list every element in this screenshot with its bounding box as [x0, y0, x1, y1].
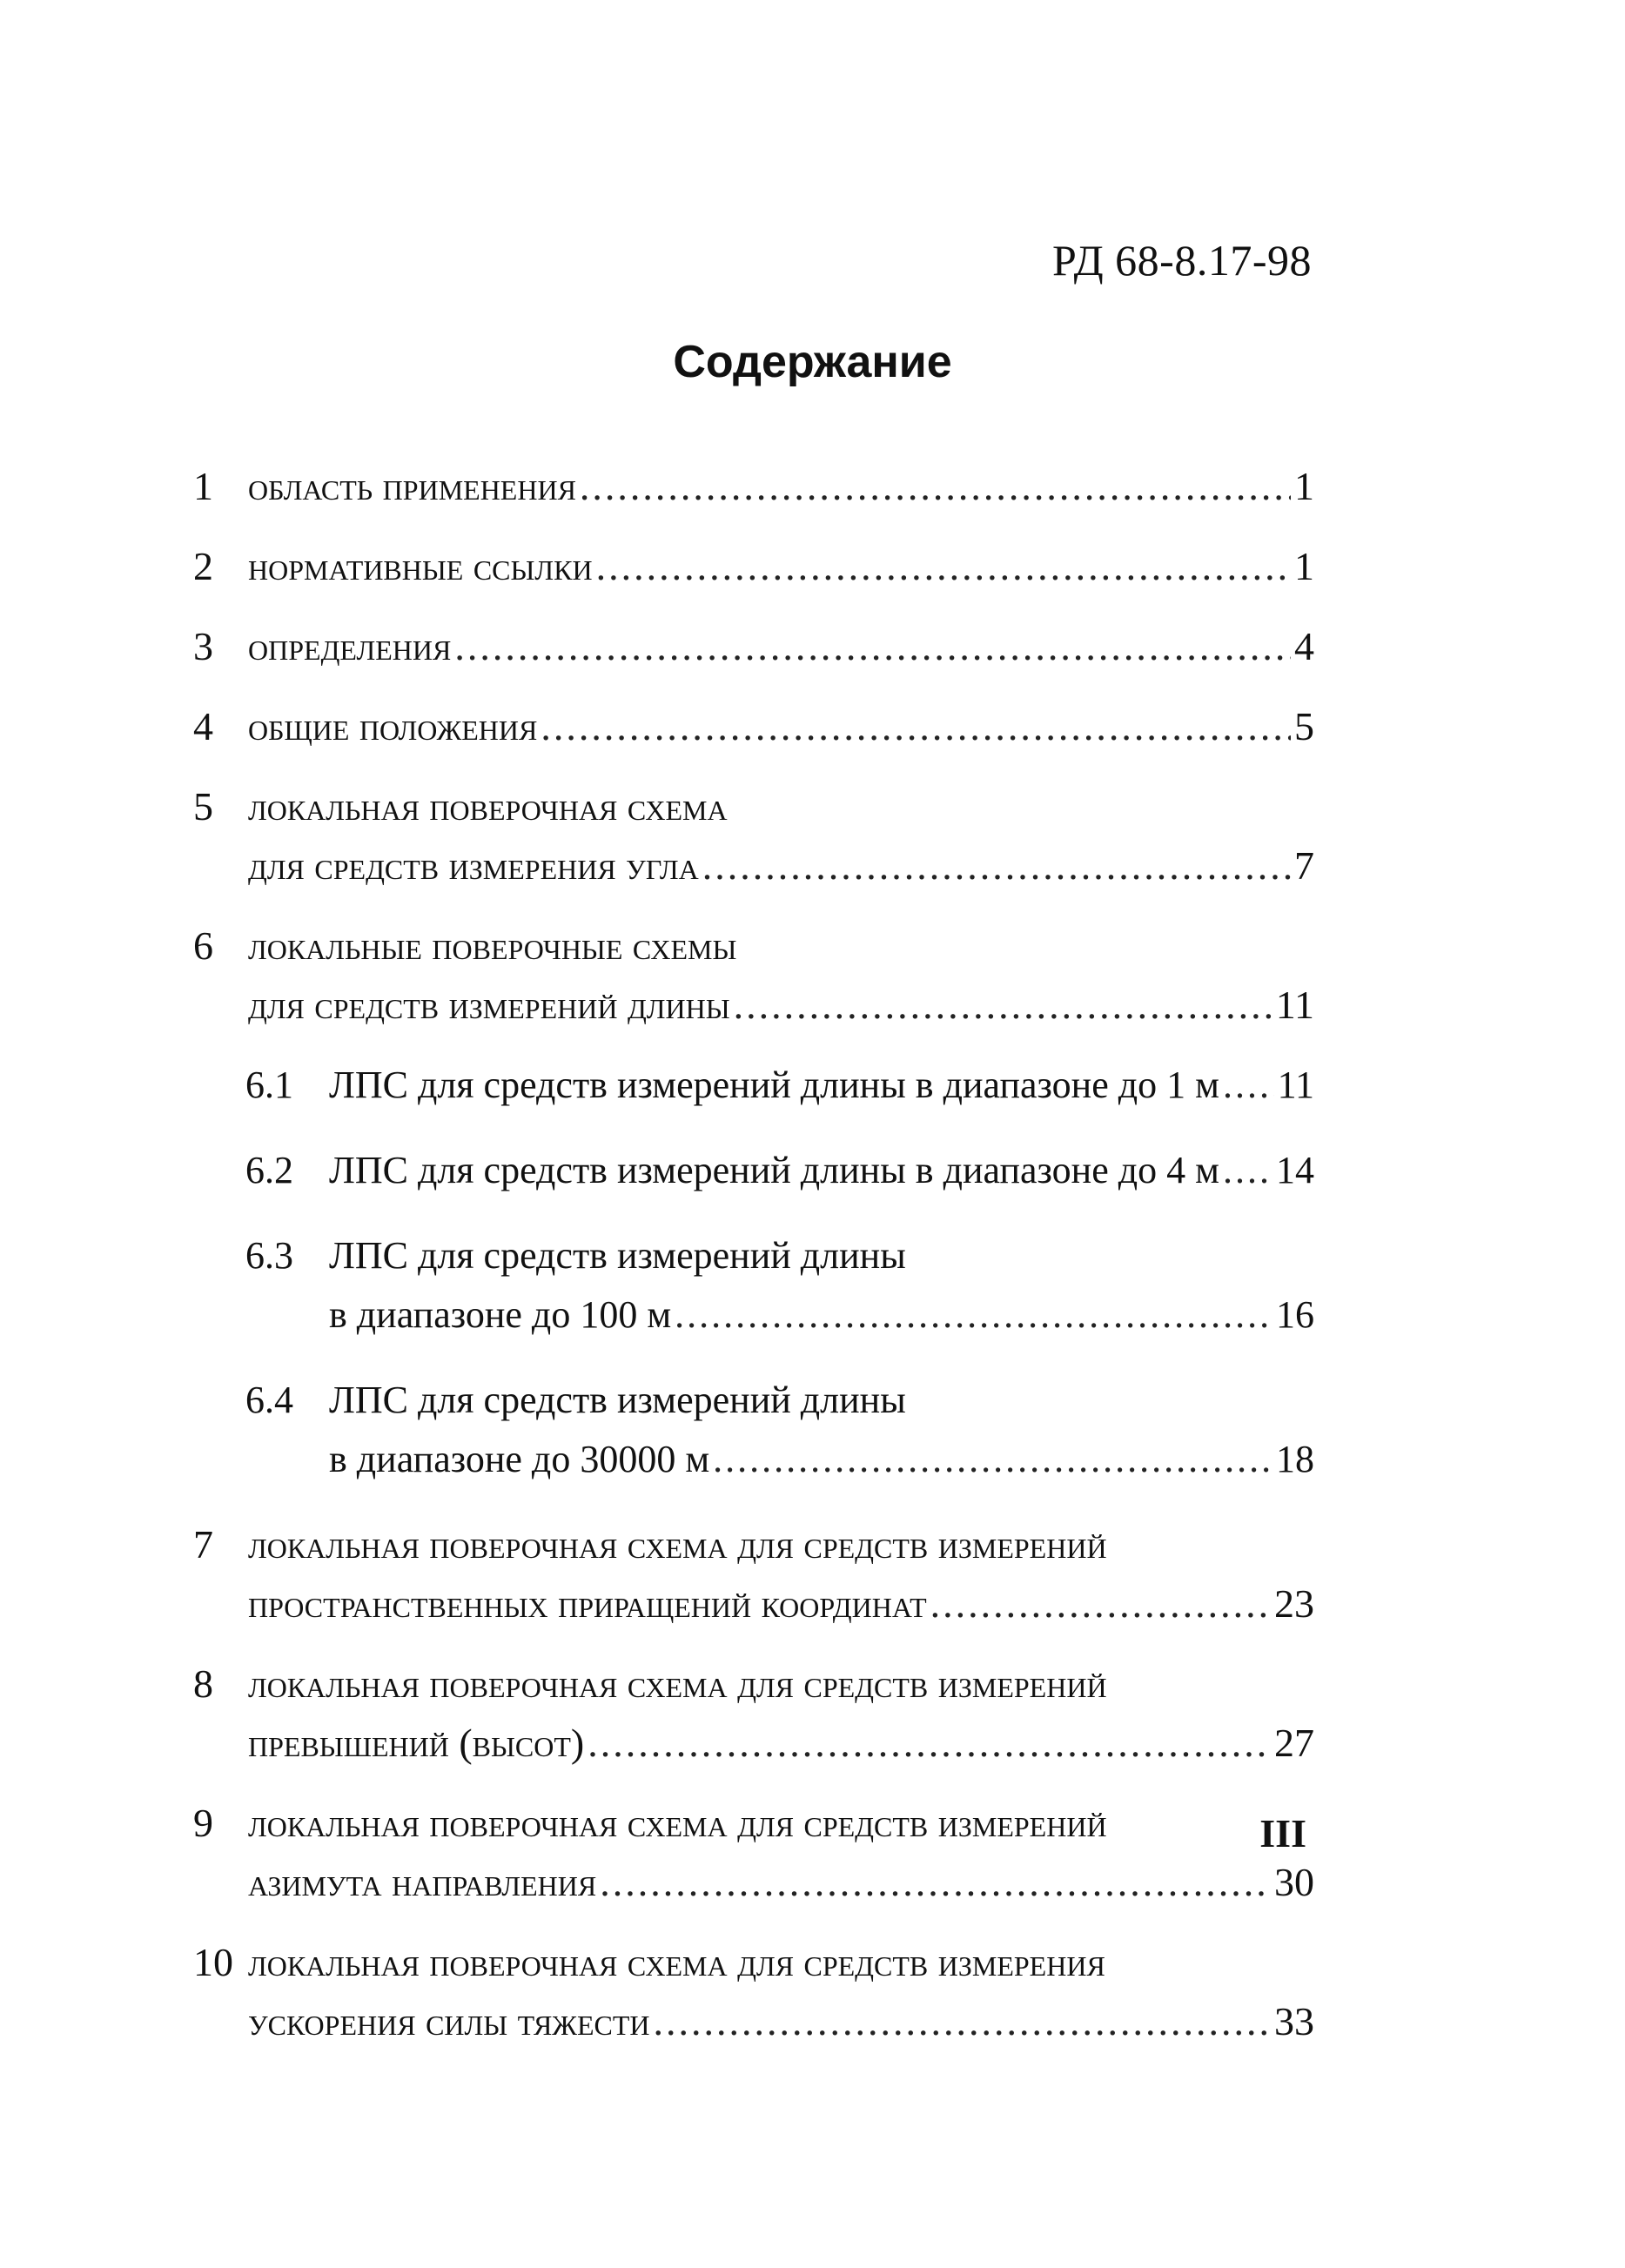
- toc-page-number: 14: [1276, 1149, 1314, 1191]
- toc-entry-6-1[interactable]: [245, 1056, 1314, 1115]
- toc-entry-title: локальная поверочная схема для средств измерений: [248, 1801, 1107, 1845]
- dot-leader: [675, 1285, 1272, 1345]
- toc-entry-title: ЛПС для средств измерений длины: [329, 1379, 906, 1421]
- toc-entry-7[interactable]: [193, 1515, 1314, 1634]
- dot-leader: [541, 697, 1291, 756]
- dot-leader: [713, 1430, 1272, 1489]
- toc-entry-number: 6.2: [245, 1149, 293, 1191]
- toc-entry-title-continued: в диапазоне до 30000 м: [329, 1438, 710, 1480]
- toc-entry-number: 1: [193, 464, 213, 508]
- toc-entry-number: 2: [193, 544, 213, 588]
- toc-entry-4[interactable]: [193, 697, 1314, 756]
- dot-leader: [588, 1714, 1271, 1773]
- table-of-contents: [193, 457, 1314, 2072]
- toc-page-number: 1: [1294, 544, 1314, 588]
- toc-entry-2[interactable]: [193, 537, 1314, 596]
- toc-entry-title-continued: азимута направления: [248, 1860, 597, 1904]
- toc-entry-number: 3: [193, 624, 213, 668]
- toc-entry-number: 5: [193, 784, 213, 829]
- toc-entry-title: ЛПС для средств измерений длины: [329, 1234, 906, 1277]
- toc-page-number: 30: [1274, 1860, 1314, 1904]
- dot-leader: [580, 457, 1291, 516]
- toc-page-number: 1: [1294, 464, 1314, 508]
- dot-leader: [1223, 1141, 1272, 1200]
- toc-page-number: 23: [1274, 1581, 1314, 1626]
- toc-entry-title-continued: для средств измерений длины: [248, 983, 730, 1027]
- toc-entry-title: локальная поверочная схема для средств измерений: [248, 1661, 1107, 1706]
- toc-entry-10[interactable]: [193, 1933, 1314, 2051]
- dot-leader: [600, 1853, 1271, 1912]
- toc-entry-9[interactable]: [193, 1794, 1314, 1912]
- toc-entry-title: локальная поверочная схема: [248, 784, 728, 829]
- toc-entry-number: 7: [193, 1522, 213, 1567]
- toc-title: Содержание: [673, 337, 952, 387]
- toc-entry-title: нормативные ссылки: [248, 544, 593, 588]
- toc-page-number: 11: [1277, 1064, 1314, 1106]
- toc-entry-title: ЛПС для средств измерений длины в диапазоне до 1 м: [329, 1064, 1219, 1106]
- toc-entry-title-continued: в диапазоне до 100 м: [329, 1293, 672, 1336]
- document-code: РД 68-8.17-98: [1052, 236, 1312, 285]
- toc-entry-title: локальная поверочная схема для средств измерений: [248, 1522, 1107, 1567]
- toc-entry-1[interactable]: [193, 457, 1314, 516]
- toc-entry-number: 6.4: [245, 1379, 293, 1421]
- toc-entry-6[interactable]: [193, 916, 1314, 1035]
- toc-entry-number: 10: [193, 1940, 233, 1984]
- dot-leader: [702, 836, 1291, 896]
- toc-entry-title: область применения: [248, 464, 576, 508]
- toc-entry-number: 4: [193, 704, 213, 748]
- toc-entry-title: общие положения: [248, 704, 538, 748]
- dot-leader: [930, 1574, 1271, 1634]
- toc-entry-6-3[interactable]: [245, 1226, 1314, 1345]
- toc-page-number: 16: [1276, 1293, 1314, 1336]
- toc-entry-5[interactable]: [193, 777, 1314, 896]
- dot-leader: [454, 617, 1291, 676]
- toc-entry-number: 8: [193, 1661, 213, 1706]
- dot-leader: [734, 976, 1272, 1035]
- toc-page-number: 27: [1274, 1721, 1314, 1765]
- toc-page-number: 4: [1294, 624, 1314, 668]
- page-folio: III: [1259, 1811, 1306, 1855]
- toc-entry-title: локальные поверочные схемы: [248, 923, 737, 968]
- toc-entry-number: 6.1: [245, 1064, 293, 1106]
- toc-page-number: 33: [1274, 1999, 1314, 2043]
- toc-entry-8[interactable]: [193, 1654, 1314, 1773]
- toc-entry-title: ЛПС для средств измерений длины в диапазоне до 4 м: [329, 1149, 1219, 1191]
- toc-page-number: 7: [1294, 843, 1314, 888]
- toc-entry-number: 6.3: [245, 1234, 293, 1277]
- dot-leader: [654, 1992, 1271, 2051]
- toc-page-number: 11: [1275, 983, 1314, 1027]
- toc-entry-title: определения: [248, 624, 452, 668]
- toc-entry-number: 9: [193, 1801, 213, 1845]
- toc-entry-title-continued: превышений (высот): [248, 1721, 585, 1765]
- dot-leader: [596, 537, 1291, 596]
- dot-leader: [1223, 1056, 1274, 1115]
- toc-entry-number: 6: [193, 923, 213, 968]
- toc-entry-title: локальная поверочная схема для средств измерения: [248, 1940, 1105, 1984]
- toc-entry-6-4[interactable]: [245, 1371, 1314, 1489]
- toc-page-number: 5: [1294, 704, 1314, 748]
- toc-entry-6-2[interactable]: [245, 1141, 1314, 1200]
- toc-page-number: 18: [1276, 1438, 1314, 1480]
- toc-entry-title-continued: для средств измерения угла: [248, 843, 699, 888]
- toc-entry-3[interactable]: [193, 617, 1314, 676]
- toc-entry-title-continued: пространственных приращений координат: [248, 1581, 927, 1626]
- toc-entry-title-continued: ускорения силы тяжести: [248, 1999, 650, 2043]
